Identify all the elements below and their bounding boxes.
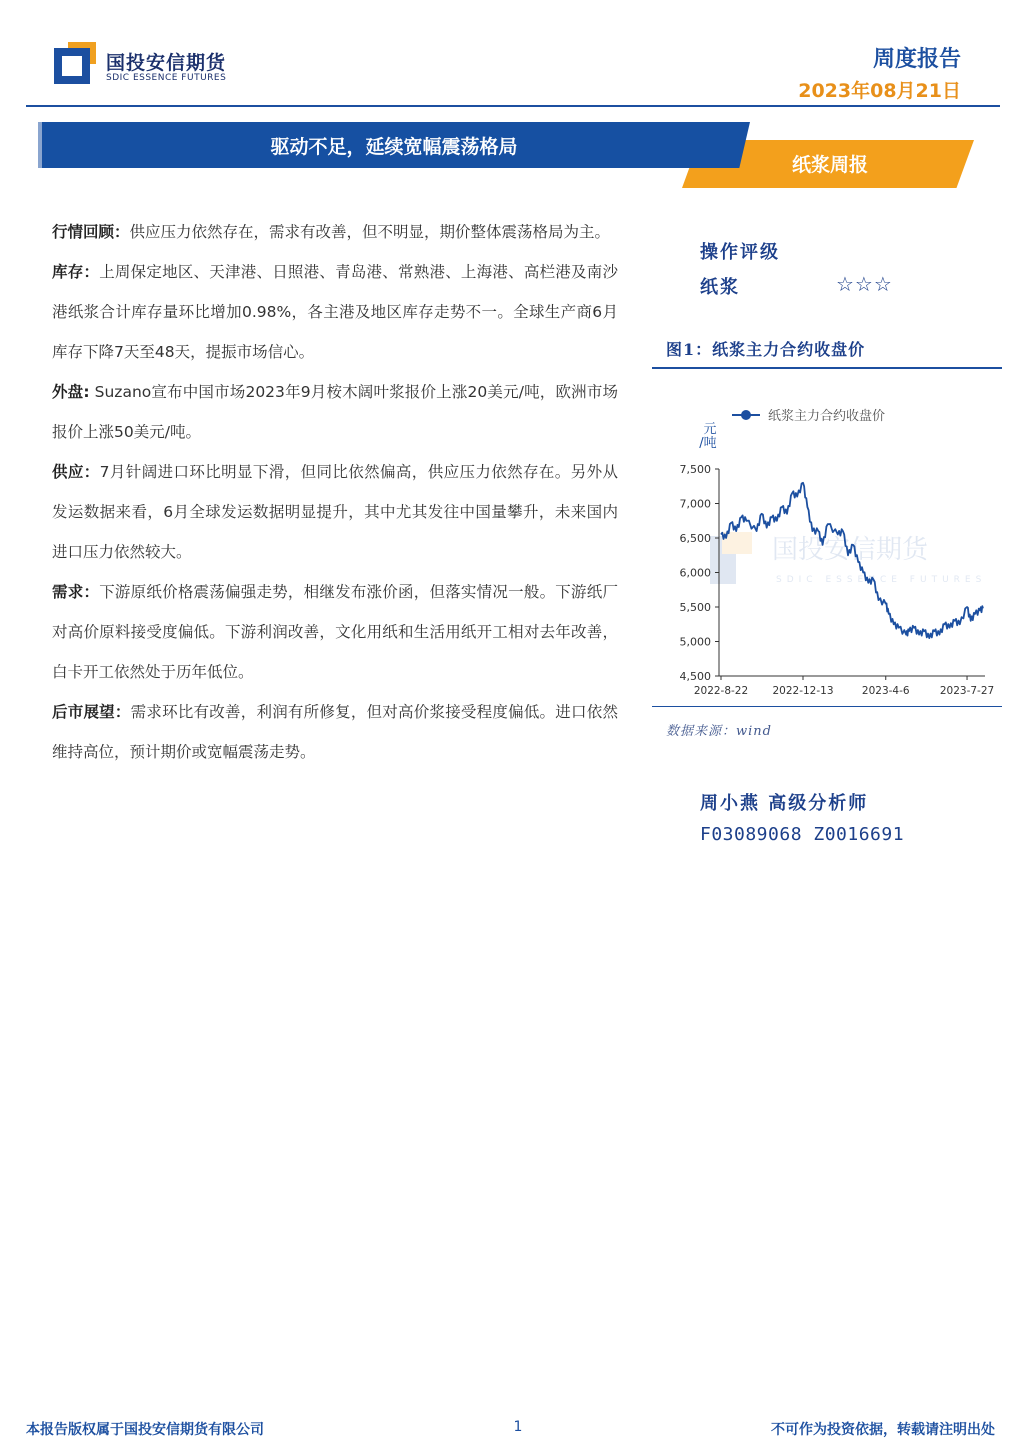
legend-label: 纸浆主力合约收盘价: [768, 409, 886, 424]
x-tick-label: 2023-4-6: [861, 685, 910, 697]
logo-english-name: SDIC ESSENCE FUTURES: [106, 73, 227, 83]
y-tick-label: 7,500: [679, 463, 711, 476]
paragraph-text: 供应压力依然存在，需求有改善，但不明显，期价整体震荡格局为主。: [129, 223, 611, 241]
y-tick-label: 6,000: [679, 566, 711, 580]
paragraph-label: 供应：: [52, 463, 100, 481]
category-label: 纸浆周报: [791, 154, 868, 176]
footer-disclaimer: 不可作为投资依据，转载请注明出处: [771, 1422, 995, 1438]
analyst-license-ids: F03089068 Z0016691: [700, 824, 905, 845]
price-chart: [652, 392, 1002, 706]
footer-page-number: 1: [513, 1419, 523, 1435]
header-divider: [26, 105, 1000, 107]
paragraph-supply: [52, 452, 618, 572]
figure-top-rule: [652, 367, 1002, 369]
rating-stars-icon: ☆☆☆: [836, 272, 893, 296]
paragraph-demand: [52, 572, 618, 692]
paragraph-outlook: [52, 692, 618, 772]
x-tick-label: 2023-7-27: [939, 685, 995, 697]
footer-copyright: 本报告版权属于国投安信期货有限公司: [26, 1422, 264, 1438]
paragraph-text: 需求环比有改善，利润有所修复，但对高价浆接受程度偏低。进口依然维持高位，预计期价或宽幅震荡走势。: [52, 703, 618, 761]
x-tick-label: 2022-8-22: [693, 685, 749, 697]
paragraph-label: 库存：: [52, 263, 100, 281]
company-logo: [54, 42, 254, 88]
paragraph-label: 行情回顾：: [52, 223, 130, 241]
y-tick-label: 5,500: [679, 601, 711, 614]
paragraph-inventory: [52, 252, 618, 372]
data-source: 数据来源：wind: [666, 724, 772, 739]
rating-title: 操作评级: [700, 242, 780, 263]
legend-marker: [741, 410, 751, 420]
figure-title: 图1：纸浆主力合约收盘价: [666, 340, 866, 359]
paragraph-text: 7月针阔进口环比明显下滑，但同比依然偏高，供应压力依然存在。另外从发运数据来看，6月全球发运数据明显提升，其中尤其发往中国量攀升，未来国内进口压力依然较大。: [52, 463, 618, 561]
paragraph-text: 下游原纸价格震荡偏强走势，相继发布涨价函，但落实情况一般。下游纸厂对高价原料接受度偏低。下游利润改善，文化用纸和生活用纸开工相对去年改善，白卡开工依然处于历年低位。: [52, 583, 618, 681]
paragraph-text: Suzano宣布中国市场2023年9月桉木阔叶浆报价上涨20美元/吨，欧洲市场报价上涨50美元/吨。: [52, 383, 618, 441]
report-date: 2023年08月21日: [798, 80, 961, 102]
logo-mark-icon: [54, 42, 98, 84]
paragraph-overseas: [52, 372, 618, 452]
watermark-en: SDIC ESSENCE FUTURES: [776, 575, 987, 585]
x-axis-ticks: [694, 676, 994, 697]
watermark-cn: 国投安信期货: [772, 535, 929, 565]
logo-chinese-name: 国投安信期货: [106, 52, 227, 74]
y-tick-label: 6,500: [679, 532, 711, 545]
y-tick-label: 5,000: [679, 635, 711, 649]
x-tick-label: 2022-12-13: [772, 685, 834, 697]
y-axis-unit-bottom: /吨: [699, 436, 717, 451]
rating-product: 纸浆: [700, 277, 740, 298]
paragraph-label: 后市展望：: [52, 703, 131, 721]
chart-legend: [732, 408, 885, 424]
report-title: 驱动不足，延续宽幅震荡格局: [270, 136, 518, 158]
figure-bottom-rule: [652, 706, 1002, 707]
paragraph-market-review: [52, 212, 618, 252]
analyst-name: 周小燕 高级分析师: [700, 793, 869, 814]
paragraph-label: 需求：: [52, 583, 100, 601]
paragraph-label: 外盘:: [52, 383, 90, 401]
y-tick-label: 4,500: [679, 670, 711, 683]
report-type: 周度报告: [872, 47, 961, 72]
watermark: [710, 532, 986, 585]
price-chart-svg: [652, 392, 1002, 706]
y-tick-label: 7,000: [679, 497, 711, 511]
y-axis-unit-top: 元: [703, 422, 717, 437]
paragraph-text: 上周保定地区、天津港、日照港、青岛港、常熟港、上海港、高栏港及南沙港纸浆合计库存量环比增加0.98%，各主港及地区库存走势不一。全球生产商6月库存下降7天至48天，提振市场信心。: [52, 263, 618, 361]
analysis-body: [52, 212, 618, 772]
